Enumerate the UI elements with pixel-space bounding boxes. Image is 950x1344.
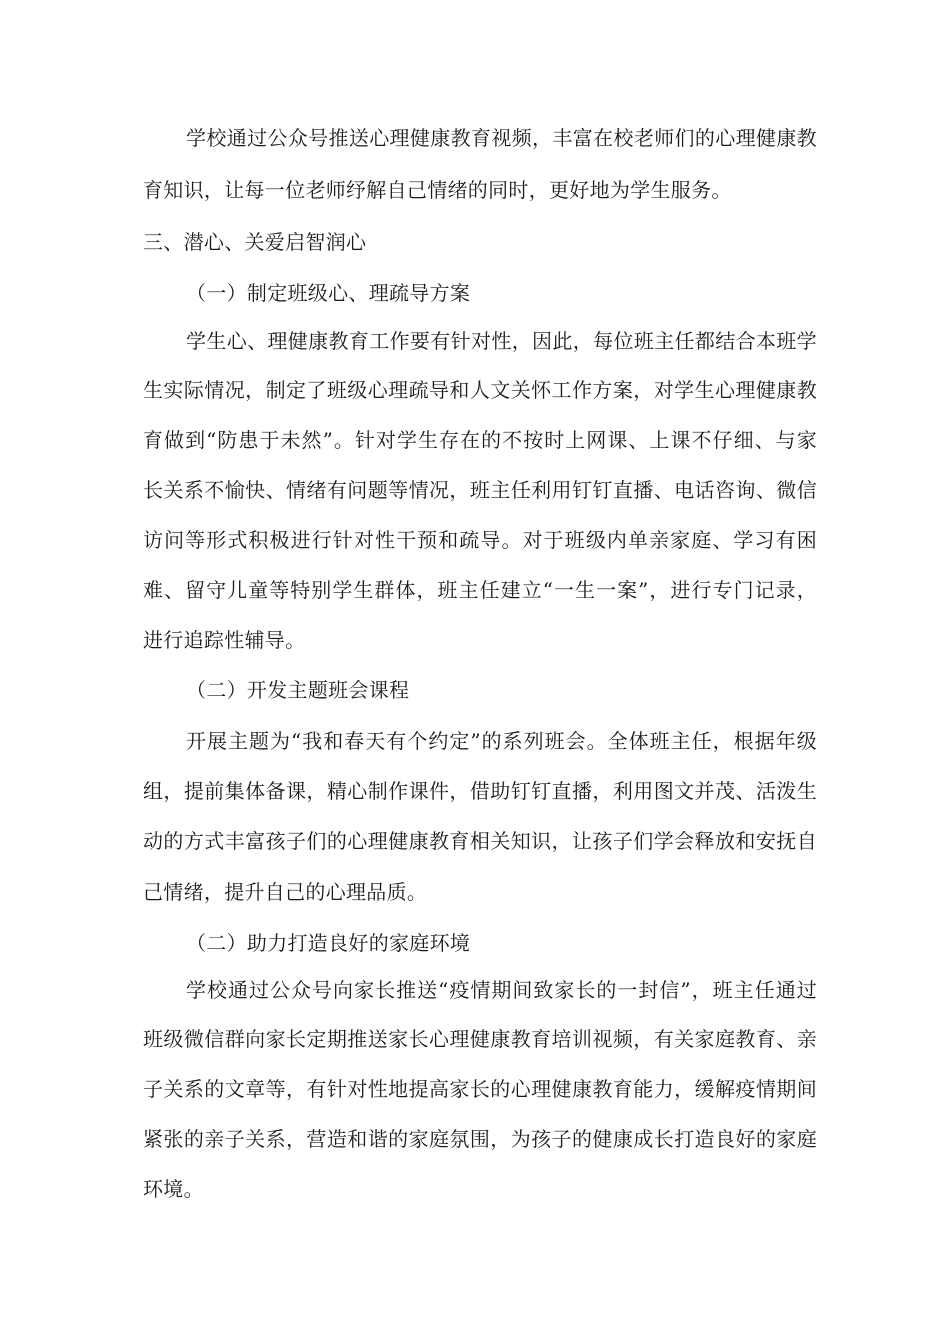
- paragraph-2-line-6: 难、留守儿童等特别学生群体，班主任建立“一生一案”，进行专门记录，: [143, 578, 817, 602]
- paragraph-4-line-1: 学校通过公众号向家长推送“疫情期间致家长的一封信”，班主任通过: [186, 978, 817, 1002]
- paragraph-1-line-2: 育知识，让每一位老师纾解自己情绪的同时，更好地为学生服务。: [143, 178, 732, 202]
- paragraph-3-line-2: 组，提前集体备课，精心制作课件，借助钉钉直播，利用图文并茂、活泼生: [143, 779, 817, 803]
- subsection-1-heading: （一）制定班级心、理疏导方案: [186, 281, 471, 305]
- paragraph-2-line-5: 访问等形式积极进行针对性干预和疏导。对于班级内单亲家庭、学习有困: [143, 528, 817, 552]
- paragraph-2-line-2: 生实际情况，制定了班级心理疏导和人文关怀工作方案，对学生心理健康教: [143, 378, 817, 402]
- paragraph-2-line-4: 长关系不愉快、情绪有问题等情况，班主任利用钉钉直播、电话咨询、微信: [143, 478, 817, 502]
- section-3-heading: 三、潜心、关爱启智润心: [143, 230, 367, 254]
- paragraph-2-line-3: 育做到“防患于未然”。针对学生存在的不按时上网课、上课不仔细、与家: [143, 428, 817, 452]
- paragraph-4-line-5: 环境。: [143, 1177, 204, 1201]
- paragraph-3-line-4: 己情绪，提升自己的心理品质。: [143, 880, 428, 904]
- subsection-2-heading: （二）开发主题班会课程: [186, 678, 410, 702]
- paragraph-3-line-1: 开展主题为“我和春天有个约定”的系列班会。全体班主任，根据年级: [186, 729, 817, 753]
- paragraph-4-line-3: 子关系的文章等，有针对性地提高家长的心理健康教育能力，缓解疫情期间: [143, 1077, 817, 1101]
- paragraph-4-line-4: 紧张的亲子关系，营造和谐的家庭氛围，为孩子的健康成长打造良好的家庭: [143, 1127, 817, 1151]
- paragraph-1-line-1: 学校通过公众号推送心理健康教育视频，丰富在校老师们的心理健康教: [186, 126, 817, 150]
- paragraph-4-line-2: 班级微信群向家长定期推送家长心理健康教育培训视频，有关家庭教育、亲: [143, 1027, 817, 1051]
- paragraph-2-line-7: 进行追踪性辅导。: [143, 628, 306, 652]
- subsection-3-heading: （二）助力打造良好的家庭环境: [186, 931, 471, 955]
- paragraph-2-line-1: 学生心、理健康教育工作要有针对性，因此，每位班主任都结合本班学: [186, 329, 817, 353]
- paragraph-3-line-3: 动的方式丰富孩子们的心理健康教育相关知识，让孩子们学会释放和安抚自: [143, 829, 817, 853]
